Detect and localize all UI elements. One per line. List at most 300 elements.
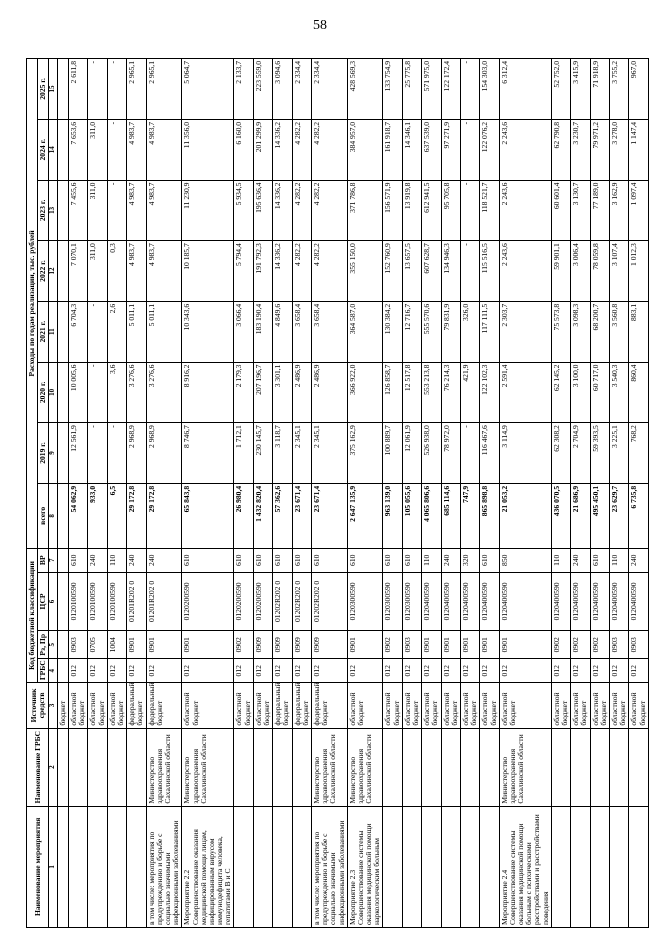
table-cell: - — [107, 423, 126, 484]
table-cell: Министерство здравоохранения Сахалинской области — [347, 728, 383, 806]
table-cell: 21 053,2 — [499, 483, 551, 548]
table-cell: 0120400590 — [460, 572, 479, 631]
table-cell: - — [107, 180, 126, 241]
table-cell: 3 276,6 — [146, 362, 182, 423]
table-cell: 8 916,2 — [182, 362, 234, 423]
table-cell: 0120300590 — [402, 572, 421, 631]
table-cell — [273, 728, 292, 806]
header-grbs: ГРБС — [38, 659, 49, 683]
table-cell: 6 735,8 — [629, 483, 648, 548]
table-cell: 2 591,4 — [499, 362, 551, 423]
table-cell: 747,9 — [460, 483, 479, 548]
table-cell: 612 941,5 — [422, 180, 441, 241]
table-cell: 122 076,2 — [480, 119, 499, 180]
table-cell: 6 312,4 — [499, 59, 551, 120]
table-cell: 2 345,1 — [311, 423, 347, 484]
table-cell: 29 172,8 — [146, 483, 182, 548]
table-cell: 68 200,7 — [590, 301, 609, 362]
table-cell — [402, 728, 421, 806]
table-cell: 610 — [292, 548, 311, 572]
table-cell: 14 336,2 — [273, 119, 292, 180]
table-row — [551, 59, 570, 928]
table-cell: 1 097,4 — [629, 180, 648, 241]
table-cell — [590, 806, 609, 927]
table-cell: 2 704,9 — [571, 423, 590, 484]
table-cell: 3 658,4 — [311, 301, 347, 362]
table-row — [182, 59, 234, 928]
table-cell: 012 — [127, 659, 146, 683]
table-cell: 607 628,7 — [422, 241, 441, 302]
table-cell: 230 145,7 — [253, 423, 272, 484]
table-cell: 0909 — [273, 631, 292, 659]
table-cell: 012 — [182, 659, 234, 683]
table-cell — [551, 806, 570, 927]
table-cell: 0120100590 — [69, 572, 88, 631]
table-cell — [107, 806, 126, 927]
table-cell: областной бюджет — [460, 683, 479, 729]
table-cell: 54 062,9 — [69, 483, 88, 548]
table-cell: 134 946,3 — [441, 241, 460, 302]
column-index-cell: 3 — [49, 683, 58, 729]
table-cell: 0909 — [253, 631, 272, 659]
table-cell: 12 061,9 — [402, 423, 421, 484]
table-cell: федеральный бюджет — [127, 683, 146, 729]
table-row — [402, 59, 421, 928]
table-cell — [57, 548, 68, 572]
table-cell: 3 755,2 — [609, 59, 628, 120]
table-cell — [571, 728, 590, 806]
table-cell: 3 278,0 — [609, 119, 628, 180]
table-cell: 2 243,6 — [499, 119, 551, 180]
table-cell: 240 — [441, 548, 460, 572]
table-cell: 4 983,7 — [127, 241, 146, 302]
table-cell: 2 965,1 — [127, 59, 146, 120]
table-cell: 012 — [311, 659, 347, 683]
table-cell: 366 922,0 — [347, 362, 383, 423]
table-cell — [629, 806, 648, 927]
table-row — [69, 59, 88, 928]
table-cell: 610 — [182, 548, 234, 572]
table-cell: 364 587,0 — [347, 301, 383, 362]
table-cell: 60 601,4 — [551, 180, 570, 241]
table-cell: 23 671,4 — [292, 483, 311, 548]
table-cell — [253, 806, 272, 927]
table-cell: 76 214,3 — [441, 362, 460, 423]
table-cell: 21 686,9 — [571, 483, 590, 548]
table-cell: 1004 — [107, 631, 126, 659]
table-cell: 62 145,2 — [551, 362, 570, 423]
table-cell: 01202R202 0 — [292, 572, 311, 631]
table-cell: 2 486,9 — [311, 362, 347, 423]
table-cell: 105 055,6 — [402, 483, 421, 548]
table-cell: 610 — [234, 548, 253, 572]
header-year: 2022 г. — [38, 241, 49, 302]
table-cell: 384 957,0 — [347, 119, 383, 180]
header-year: 2025 г. — [38, 59, 49, 120]
table-cell — [57, 301, 68, 362]
column-index-cell: 7 — [49, 548, 58, 572]
table-cell: 0901 — [347, 631, 383, 659]
table-cell: 161 918,7 — [383, 119, 402, 180]
table-cell: 3 276,6 — [127, 362, 146, 423]
table-cell: 240 — [571, 548, 590, 572]
table-cell — [422, 806, 441, 927]
table-cell: 3 225,1 — [609, 423, 628, 484]
table-cell: 110 — [107, 548, 126, 572]
table-cell: 78 059,8 — [590, 241, 609, 302]
header-year: 2023 г. — [38, 180, 49, 241]
header-budget-code: Код бюджетной классификации — [27, 548, 38, 682]
table-cell: 10 343,6 — [182, 301, 234, 362]
table-cell: 65 843,8 — [182, 483, 234, 548]
table-cell: 1 432 820,4 — [253, 483, 272, 548]
table-cell: Мероприятие 2.2 Совершенствование оказания медицинской помощи лицам, инфицированным вирусом иммунодефицита человека, гепатитами B и C — [182, 806, 234, 927]
table-cell: - — [460, 423, 479, 484]
table-cell: областной бюджет — [609, 683, 628, 729]
table-cell — [441, 728, 460, 806]
table-cell — [292, 806, 311, 927]
table-cell: 14 336,2 — [273, 180, 292, 241]
table-cell: 2 345,1 — [292, 423, 311, 484]
column-index-cell: 14 — [49, 119, 58, 180]
table-cell: 25 775,8 — [402, 59, 421, 120]
table-cell: областной бюджет — [107, 683, 126, 729]
table-cell: 10 005,6 — [69, 362, 88, 423]
table-row — [57, 59, 68, 928]
table-cell: 0,3 — [107, 241, 126, 302]
table-cell: федеральный бюджет — [311, 683, 347, 729]
table-row — [347, 59, 383, 928]
table-row — [234, 59, 253, 928]
table-cell: 553 213,8 — [422, 362, 441, 423]
table-cell: Мероприятие 2.3 Совершенствование системы оказания медицинской помощи наркологическим больным — [347, 806, 383, 927]
table-cell: 2 968,9 — [146, 423, 182, 484]
table-cell: 0120100590 — [107, 572, 126, 631]
header-csr: ЦСР — [38, 572, 49, 631]
table-cell: областной бюджет — [499, 683, 551, 729]
table-cell — [480, 806, 499, 927]
table-cell: 685 114,6 — [441, 483, 460, 548]
table-cell — [609, 806, 628, 927]
table-cell: - — [460, 59, 479, 120]
table-cell: 26 980,4 — [234, 483, 253, 548]
table-cell — [609, 728, 628, 806]
table-cell — [292, 728, 311, 806]
table-cell: 012 — [590, 659, 609, 683]
table-cell: 3 006,4 — [571, 241, 590, 302]
table-cell: 0120400590 — [551, 572, 570, 631]
table-cell: 79 831,9 — [441, 301, 460, 362]
table-cell: 4 282,2 — [292, 119, 311, 180]
table-cell: 3 094,6 — [273, 59, 292, 120]
table-cell — [422, 728, 441, 806]
table-cell: 012 — [69, 659, 88, 683]
table-cell: - — [460, 119, 479, 180]
table-row — [127, 59, 146, 928]
table-cell: 883,1 — [629, 301, 648, 362]
table-cell: областной бюджет — [422, 683, 441, 729]
table-cell: областной бюджет — [480, 683, 499, 729]
table-cell: 0901 — [182, 631, 234, 659]
table-cell: 0901 — [127, 631, 146, 659]
header-event: Наименование мероприятия — [27, 806, 49, 927]
table-cell: 4 282,2 — [311, 180, 347, 241]
table-cell — [383, 806, 402, 927]
table-cell: 0120300590 — [347, 572, 383, 631]
table-cell: 4 282,2 — [292, 241, 311, 302]
table-cell: 0120400590 — [499, 572, 551, 631]
table-cell: 4 983,7 — [146, 241, 182, 302]
column-index-cell: 5 — [49, 631, 58, 659]
table-cell — [383, 728, 402, 806]
table-cell: 01202R202 0 — [273, 572, 292, 631]
table-cell: 3 066,4 — [234, 301, 253, 362]
table-cell: 0902 — [571, 631, 590, 659]
table-cell — [402, 806, 421, 927]
table-row — [311, 59, 347, 928]
table-cell: 122 102,3 — [480, 362, 499, 423]
table-cell — [551, 728, 570, 806]
table-cell: 495 450,1 — [590, 483, 609, 548]
table-row — [590, 59, 609, 928]
table-cell: 012 — [146, 659, 182, 683]
table-cell: 01202R202 0 — [311, 572, 347, 631]
table-cell — [629, 728, 648, 806]
table-cell: 012 — [551, 659, 570, 683]
table-cell: 610 — [383, 548, 402, 572]
table-row — [253, 59, 272, 928]
table-cell: 3 415,9 — [571, 59, 590, 120]
table-cell: 610 — [253, 548, 272, 572]
table-cell: 012 — [292, 659, 311, 683]
table-cell — [234, 806, 253, 927]
table-cell: 0120200590 — [253, 572, 272, 631]
table-cell: 191 792,3 — [253, 241, 272, 302]
table-cell: областной бюджет — [629, 683, 648, 729]
table-cell: 3 560,8 — [609, 301, 628, 362]
table-cell: 012 — [609, 659, 628, 683]
table-cell: 13 657,5 — [402, 241, 421, 302]
table-cell: 610 — [311, 548, 347, 572]
table-cell — [480, 728, 499, 806]
table-cell: 610 — [480, 548, 499, 572]
table-row — [629, 59, 648, 928]
table-row — [146, 59, 182, 928]
table-cell — [273, 806, 292, 927]
table-cell: 79 971,2 — [590, 119, 609, 180]
table-cell — [57, 806, 68, 927]
table-cell: областной бюджет — [182, 683, 234, 729]
table-cell: 012 — [480, 659, 499, 683]
table-cell — [57, 241, 68, 302]
table-cell: 0902 — [590, 631, 609, 659]
table-cell: 610 — [402, 548, 421, 572]
table-row — [88, 59, 107, 928]
table-cell: 311,0 — [88, 180, 107, 241]
table-cell: 3 130,7 — [571, 180, 590, 241]
table-cell: 2 647 135,9 — [347, 483, 383, 548]
table-cell: 0120400590 — [590, 572, 609, 631]
table-cell: областной бюджет — [347, 683, 383, 729]
header-year: 2019 г. — [38, 423, 49, 484]
header-year: 2020 г. — [38, 362, 49, 423]
table-cell — [253, 728, 272, 806]
table-cell — [57, 572, 68, 631]
table-cell: 0901 — [499, 631, 551, 659]
table-cell: 59 901,1 — [551, 241, 570, 302]
table-cell: 12 517,8 — [402, 362, 421, 423]
table-cell: 62 790,8 — [551, 119, 570, 180]
table-cell: 3 118,7 — [273, 423, 292, 484]
table-cell: областной бюджет — [234, 683, 253, 729]
table-cell: 2 611,8 — [69, 59, 88, 120]
table-cell: 5 011,1 — [127, 301, 146, 362]
table-cell: 62 308,2 — [551, 423, 570, 484]
table-cell: - — [460, 241, 479, 302]
table-cell: 0120400590 — [571, 572, 590, 631]
table-cell: 1 012,3 — [629, 241, 648, 302]
table-cell: 4 065 806,6 — [422, 483, 441, 548]
table-cell: Министерство здравоохранения Сахалинской области — [311, 728, 347, 806]
table-cell: 0903 — [609, 631, 628, 659]
table-cell: 5 934,5 — [234, 180, 253, 241]
table-cell: 637 539,0 — [422, 119, 441, 180]
table-cell: 7 070,1 — [69, 241, 88, 302]
table-cell: 118 521,7 — [480, 180, 499, 241]
table-cell — [57, 119, 68, 180]
table-cell: 4 983,7 — [127, 119, 146, 180]
table-cell: 0903 — [402, 631, 421, 659]
table-row — [460, 59, 479, 928]
header-grbs-name: Наименование ГРБС — [27, 728, 49, 806]
table-cell — [127, 728, 146, 806]
table-cell: 12 716,7 — [402, 301, 421, 362]
header-rz-pr: Рз, Пр — [38, 631, 49, 659]
table-cell: 154 303,0 — [480, 59, 499, 120]
table-cell: 0120200590 — [234, 572, 253, 631]
table-cell: 7 455,6 — [69, 180, 88, 241]
table-cell: 0901 — [460, 631, 479, 659]
table-cell: 75 573,8 — [551, 301, 570, 362]
table-cell: 11 356,0 — [182, 119, 234, 180]
table-cell: 3,6 — [107, 362, 126, 423]
table-cell: 2 243,6 — [499, 241, 551, 302]
table-cell: 0120400590 — [480, 572, 499, 631]
table-cell: 78 972,0 — [441, 423, 460, 484]
column-index-cell: 4 — [49, 659, 58, 683]
table-cell: 3 114,9 — [499, 423, 551, 484]
table-cell: 0909 — [292, 631, 311, 659]
table-cell: 13 919,8 — [402, 180, 421, 241]
table-cell: 012 — [422, 659, 441, 683]
table-cell: Министерство здравоохранения Сахалинской области — [182, 728, 234, 806]
column-index-cell: 13 — [49, 180, 58, 241]
table-row — [480, 59, 499, 928]
table-cell: 865 898,8 — [480, 483, 499, 548]
table-cell: 012 — [234, 659, 253, 683]
table-cell — [57, 362, 68, 423]
table-cell: 610 — [590, 548, 609, 572]
table-cell: 012 — [347, 659, 383, 683]
table-cell: 116 467,6 — [480, 423, 499, 484]
table-cell: 3 301,1 — [273, 362, 292, 423]
table-cell: 10 185,7 — [182, 241, 234, 302]
column-index-cell: 8 — [49, 483, 58, 548]
table-cell: 117 111,5 — [480, 301, 499, 362]
table-cell: 2 965,1 — [146, 59, 182, 120]
table-cell: областной бюджет — [590, 683, 609, 729]
table-cell: 152 760,9 — [383, 241, 402, 302]
table-row — [422, 59, 441, 928]
table-cell: 5 794,4 — [234, 241, 253, 302]
column-index-cell: 15 — [49, 59, 58, 120]
table-cell — [57, 659, 68, 683]
rotated-table-container — [26, 58, 647, 928]
table-cell: 012 — [253, 659, 272, 683]
table-cell: 183 190,4 — [253, 301, 272, 362]
table-cell: 012 — [273, 659, 292, 683]
table-cell: 223 559,0 — [253, 59, 272, 120]
table-cell: 0901 — [441, 631, 460, 659]
table-cell: 4 983,7 — [127, 180, 146, 241]
header-expenses: Расходы по годам реализации, тыс. рублей — [27, 59, 38, 549]
table-cell: 1 147,4 — [629, 119, 648, 180]
table-cell: 240 — [146, 548, 182, 572]
table-cell: 130 384,2 — [383, 301, 402, 362]
table-cell: 240 — [127, 548, 146, 572]
table-cell: Мероприятие 2.4 Совершенствование системы оказания медицинской помощи больным с психическими расстройствами и расстройствами поведения — [499, 806, 551, 927]
table-cell: 01201R202 0 — [146, 572, 182, 631]
header-source: Источник средств — [27, 683, 49, 729]
table-cell: 77 189,0 — [590, 180, 609, 241]
table-cell: 4 282,2 — [311, 241, 347, 302]
table-cell: - — [88, 362, 107, 423]
table-cell: 2 133,7 — [234, 59, 253, 120]
table-cell: областной бюджет — [402, 683, 421, 729]
table-cell — [571, 806, 590, 927]
table-cell: 3 230,7 — [571, 119, 590, 180]
table-cell: 375 162,9 — [347, 423, 383, 484]
table-cell: 71 918,9 — [590, 59, 609, 120]
table-cell: 23 629,7 — [609, 483, 628, 548]
table-row — [292, 59, 311, 928]
column-index-cell: 2 — [49, 728, 58, 806]
table-cell: 100 889,7 — [383, 423, 402, 484]
table-row — [383, 59, 402, 928]
table-cell: 3 098,3 — [571, 301, 590, 362]
table-cell: федеральный бюджет — [146, 683, 182, 729]
table-cell: 012 — [402, 659, 421, 683]
header-vr: ВР — [38, 548, 49, 572]
table-cell: 0901 — [146, 631, 182, 659]
table-cell: 4 282,2 — [292, 180, 311, 241]
table-cell: 12 561,9 — [69, 423, 88, 484]
table-cell: 14 336,2 — [273, 241, 292, 302]
table-cell: 311,0 — [88, 119, 107, 180]
table-cell: Министерство здравоохранения Сахалинской области — [499, 728, 551, 806]
table-cell — [127, 806, 146, 927]
table-cell: в том числе: мероприятия по предупреждению и борьбе с социально значимыми инфекционными заболеваниями — [311, 806, 347, 927]
table-cell: - — [88, 59, 107, 120]
table-cell: 555 570,6 — [422, 301, 441, 362]
table-cell — [88, 728, 107, 806]
table-cell: 320 — [460, 548, 479, 572]
table-cell — [234, 728, 253, 806]
table-cell — [107, 728, 126, 806]
table-cell: 012 — [88, 659, 107, 683]
table-cell: 133 754,9 — [383, 59, 402, 120]
table-cell: 0120300590 — [383, 572, 402, 631]
